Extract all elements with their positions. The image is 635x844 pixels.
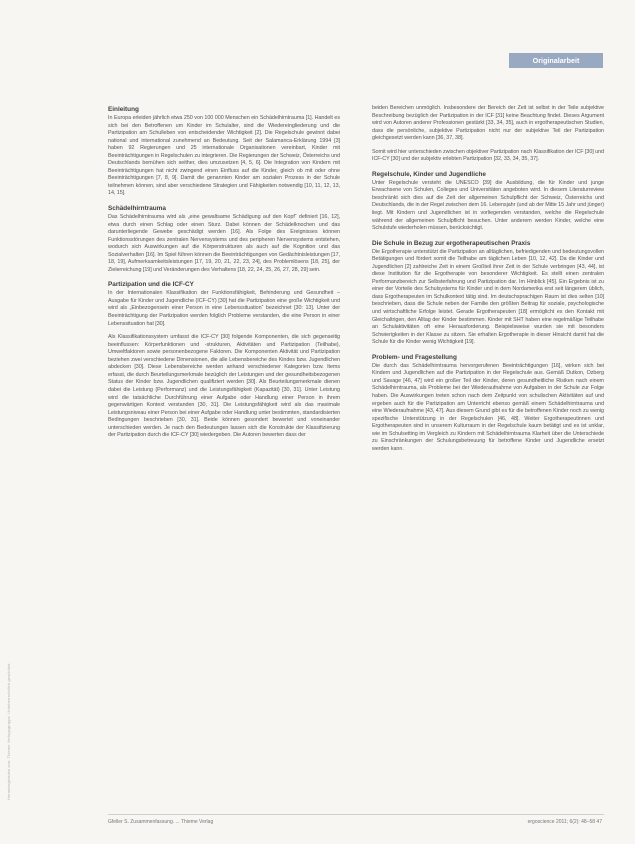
section-heading: Problem- und Fragestellung <box>372 353 457 361</box>
article-section <box>108 105 340 198</box>
body-paragraph: In der Internationalen Klassifikation der Funktionsfähigkeit, Behinderung und Gesundheit – Ausgabe für Kinder und Jugendliche (ICF-CY) [30] hat die Partizipation eine große Wichtigkeit und wird als „Einbezogensein einer Person in eine Lebenssituation“ bezeichnet [30: 13]. Unter der Beeinträchtigung der Partizipation werden folglich Probleme verstanden, die eine Person in einer Lebenssituation hat [30]. <box>108 290 340 327</box>
article-section <box>372 353 604 454</box>
footer-divider <box>108 814 604 815</box>
footer-page-info: ergoscience 2011; 6(2): 48–58 47 <box>527 819 602 825</box>
article-section <box>108 204 340 274</box>
section-heading: Die Schule in Bezug zur ergotherapeutischen Praxis <box>372 239 531 247</box>
article-section <box>108 280 340 439</box>
section-heading: Regelschule, Kinder und Jugendliche <box>372 170 486 178</box>
article-section <box>372 239 604 347</box>
body-paragraph: Als Klassifikationssystem umfasst die ICF-CY [30] folgende Komponenten, die sich gegenseitig beeinflussen: Körperfunktionen und -strukturen, Aktivitäten und Partizipation (Teilhabe), Umweltfaktoren sowie personenbezogene Faktoren. Die Komponenten Aktivität und Partizipation beziehen zwei verschiedene Dimensionen, die alle Lebensbereiche des Kindes bzw. Jugendlichen abdecken [30]. Diese Lebensbereiche werden anhand verschiedener Kategorien bzw. Items erfasst, die durch Beurteilungsmerkmale bezüglich der Leistungen und der gesundheitsbezogenen Status der Kinder bzw. Jugendlichen qualifiziert werden [30]. Als Beurteilungsmerkmale dienen dabei die Leistung (Performanz) und die Leistungsfähigkeit (Kapazität) [30, 31]. Unter Leistung wird die tatsächliche Durchführung einer Aufgabe oder Handlung einer Person in ihrem gegenwärtigen Kontext verstanden [30, 31]. Die Leistungsfähigkeit wird als das maximale Leistungsniveau einer Person bei einer Aufgabe oder Handlung unter bestimmten, standardisierten Bedingungen beschrieben [30, 31]. Beide können gesondert bewertet und voneinander unterschieden werden. Je nach den Bedeutungen lassen sich die Konstrukte der Klassifizierung der Partizipation durch die ICF-CY [30] wiedergeben. Die Autoren bewerten dass der <box>108 334 340 439</box>
section-heading: Schädelhirntrauma <box>108 205 166 213</box>
body-paragraph: Unter Regelschule versteht die UNESCO [39] die Ausbildung, die für Kinder und junge Erwachsene von Schulen, Colleges und Universitäten angeboten wird. In diesem Literaturreview beschränkt sich dies auf die Zeit der allgemeinen Schulpflicht der Schweiz, Österreichs und Deutschlands, die in der Regel zwischen dem 16. Lebensjahr (und ab der Mitte 15 Jahr und jünger) liegt. Mit Kindern und Jugendlichen ist in vorliegenden verstanden, welche die Regelschule während der allgemeinen Schulpflicht besuchen. Unter anderem werden Kinder, welche eine Schulstufe wiederholen müssen, berücksichtigt. <box>372 179 604 232</box>
section-tag: Originalarbeit <box>509 53 603 68</box>
body-paragraph: beiden Bereichen unmöglich. Insbesondere der Bereich der Zeit ist selbst in der Teile subjektive Beschreibung bezüglich der Partizipation in der ICF [31] keine Beachtung findet. Dieses Argument wird von Autoren anderer Professionen gestärkt [33, 34, 35], auch in ergotherapeutischen Studien, dass die persönliche, subjektive Partizipation nicht nur der subjektive Teil der Partizipation gleichgesetzt werden kann [36, 37, 38]. <box>372 105 604 142</box>
right-column <box>372 105 604 805</box>
footer-citation: Gfeller S. Zusammenfassung. ... Thieme Verlag <box>108 819 214 825</box>
body-paragraph: Die durch das Schädelhirntrauma hervorgerufenen Beeinträchtigungen [16], wirken sich bei Kindern und Jugendlichen auf die Partizipation in der Regelschule aus. Gemäß Dutkon, Ozberg und Savage [46, 47] wird ein großer Teil der Kinder, deren gesundheitliche Risiken nach einem Schädelhirntrauma, als Probleme bei der Wiederaufnahme von Aufgaben in der Schule zur Folge haben. Die Auswirkungen treten schon nach dem Zeitpunkt von schulischen Aktivitäten auf und ergeben auch für die Partizipation am Unterricht ebenso gemäß einem Schädelhirntrauma und eine Wiederaufnahme [43, 47]. Aus diesem Grund gibt es für die betroffenen Kinder noch zu wenig spezifische Unterstützung in der Regelschulen [46, 48]. Weiter Ergotherapeutinnen und Ergotherapeuten sind in unserem Kulturraum in der Regelschule kaum betätigt und es ist unklar, wie im Schulsetting im Vergleich zu Kindern mit Schädelhirntrauma Klarheit über die Unterschiede zu Einschränkungen der Schulungsbetreuung für betroffene Kinder und Jugendliche ersetzt werden kann. <box>372 362 604 452</box>
section-heading: Partizipation und die ICF-CY <box>108 281 194 289</box>
left-column <box>108 105 340 813</box>
sidebar-note-text: Heruntergeladen von: Thieme Verlagsgruppe. Urheberrechtlich geschützt. <box>6 662 11 800</box>
body-paragraph: Die Ergotherapie unterstützt die Partizipation an alltäglichen, befriedigenden und bedeutungsvollen Betätigungen und fördert somit die Teilhabe am täglichen Leben [10, 12, 42]. Da die Kinder und Jugendlichen [2] zahlreiche Zeit in einem Großteil ihrer Zeit in der Schule verbringen [43, 44], ist diese Institution für die Ergotherapie von besonderer Wichtigkeit. Es stellt einen zentralen Performanzbereich zur Selbsterfahrung und Partizipation dar. Im Hinblick [45]. Ein Ergebnis ist zu einer der Vorteile des Schulsystems für Kinder und in dem Nordamerika erst seit längerem üblich, dass Ergotherapeuten im Schulkontext tätig sind. Im deutschsprachigen Raum ist dies selten [10] beschrieben, dass die Schule neben der Familie den größten Beitrag für soziale, psychologische und wirtschaftliche Erfolge leistet. Gerade Ergotherapeuten [18] ermöglicht es den Kontakt mit Gleichaltrigen, den Alltag der Kinder bestimmen. Kinder mit SHT haben eine regelmäßige Teilhabe an Schulaktivitäten oft eine Herausforderung. Beispielsweise wurden sie mit besonders Schwierigkeiten in der Klasse zu sitzen. Sie erhalten Ergotherapie in dieser Hinsicht damit hat die Schule für die Kinder wenig Wichtigkeit [19]. <box>372 248 604 346</box>
body-paragraph: In Europa erleiden jährlich etwa 250 von 100 000 Menschen ein Schädelhirntrauma [1]. Handelt es sich bei den Betroffenen um Kinder im Schulalter, sind die Wiedereingliederung und die Partizipation am Schulleben von entscheidender Wichtigkeit [2]. Die Regelschule gewinnt dabei national und international zunehmend an Bedeutung. Seit der Salamanca-Erklärung 1994 [3] haben 92 Regierungen und 25 internationale Organisationen vereinbart, Kinder mit Beeinträchtigungen in Regelschulen zu integrieren. Die Regierungen der Schweiz, Österreichs und Deutschlands bemühen sich seither, dies umzusetzen [4, 5, 6]. Die Integration von Kindern mit Beeinträchtigungen hat nicht zwingend einen Einfluss auf die Kinder, gleich ob mit oder ohne Beeinträchtigungen [7, 8, 9]. Damit die genannten Kinder am sozialen Prozess in der Schule teilnehmen können, sind aber verschiedene Strategien und Fähigkeiten notwendig [10, 11, 12, 13, 14, 15]. <box>108 115 340 197</box>
section-heading: Einleitung <box>108 106 139 113</box>
body-paragraph: Somit wird hier unterschieden zwischen objektiver Partizipation nach Klassifikation der ICF [30] und ICF-CY [30] und der subjektiv erlebten Partizipation [32, 33, 34, 35, 37]. <box>372 148 604 163</box>
article-section <box>372 105 604 164</box>
article-section <box>372 170 604 233</box>
sidebar-note <box>6 110 14 800</box>
body-paragraph: Das Schädelhirntrauma wird als „eine gewaltsame Schädigung auf den Kopf“ definiert [16, 12], etwa durch einen Schlag oder einen Sturz. Dabei können der Schädelknochen und das darunterliegende Gewebe geschädigt werden [16]. Als Folge des Ereignisses können Funktionsstörungen des zentralen Nervensystems und des peripheren Nervensystems entstehen, wodurch sich Auswirkungen auf die Körperstrukturen als auch auf die Kognition und das Sozialverhalten [16]. Im Spiel führen können die Beeinträchtigungen von Gedächtnisleistungen [17, 18, 19], Aufmerksamkeitsleistungen [17, 19, 20, 21, 22, 23, 24], des Problemlösens [18, 25], der Zielerreichung [19] und Veränderungen des Verhaltens [18, 22, 24, 25, 26, 27, 28, 29] sein. <box>108 214 340 273</box>
